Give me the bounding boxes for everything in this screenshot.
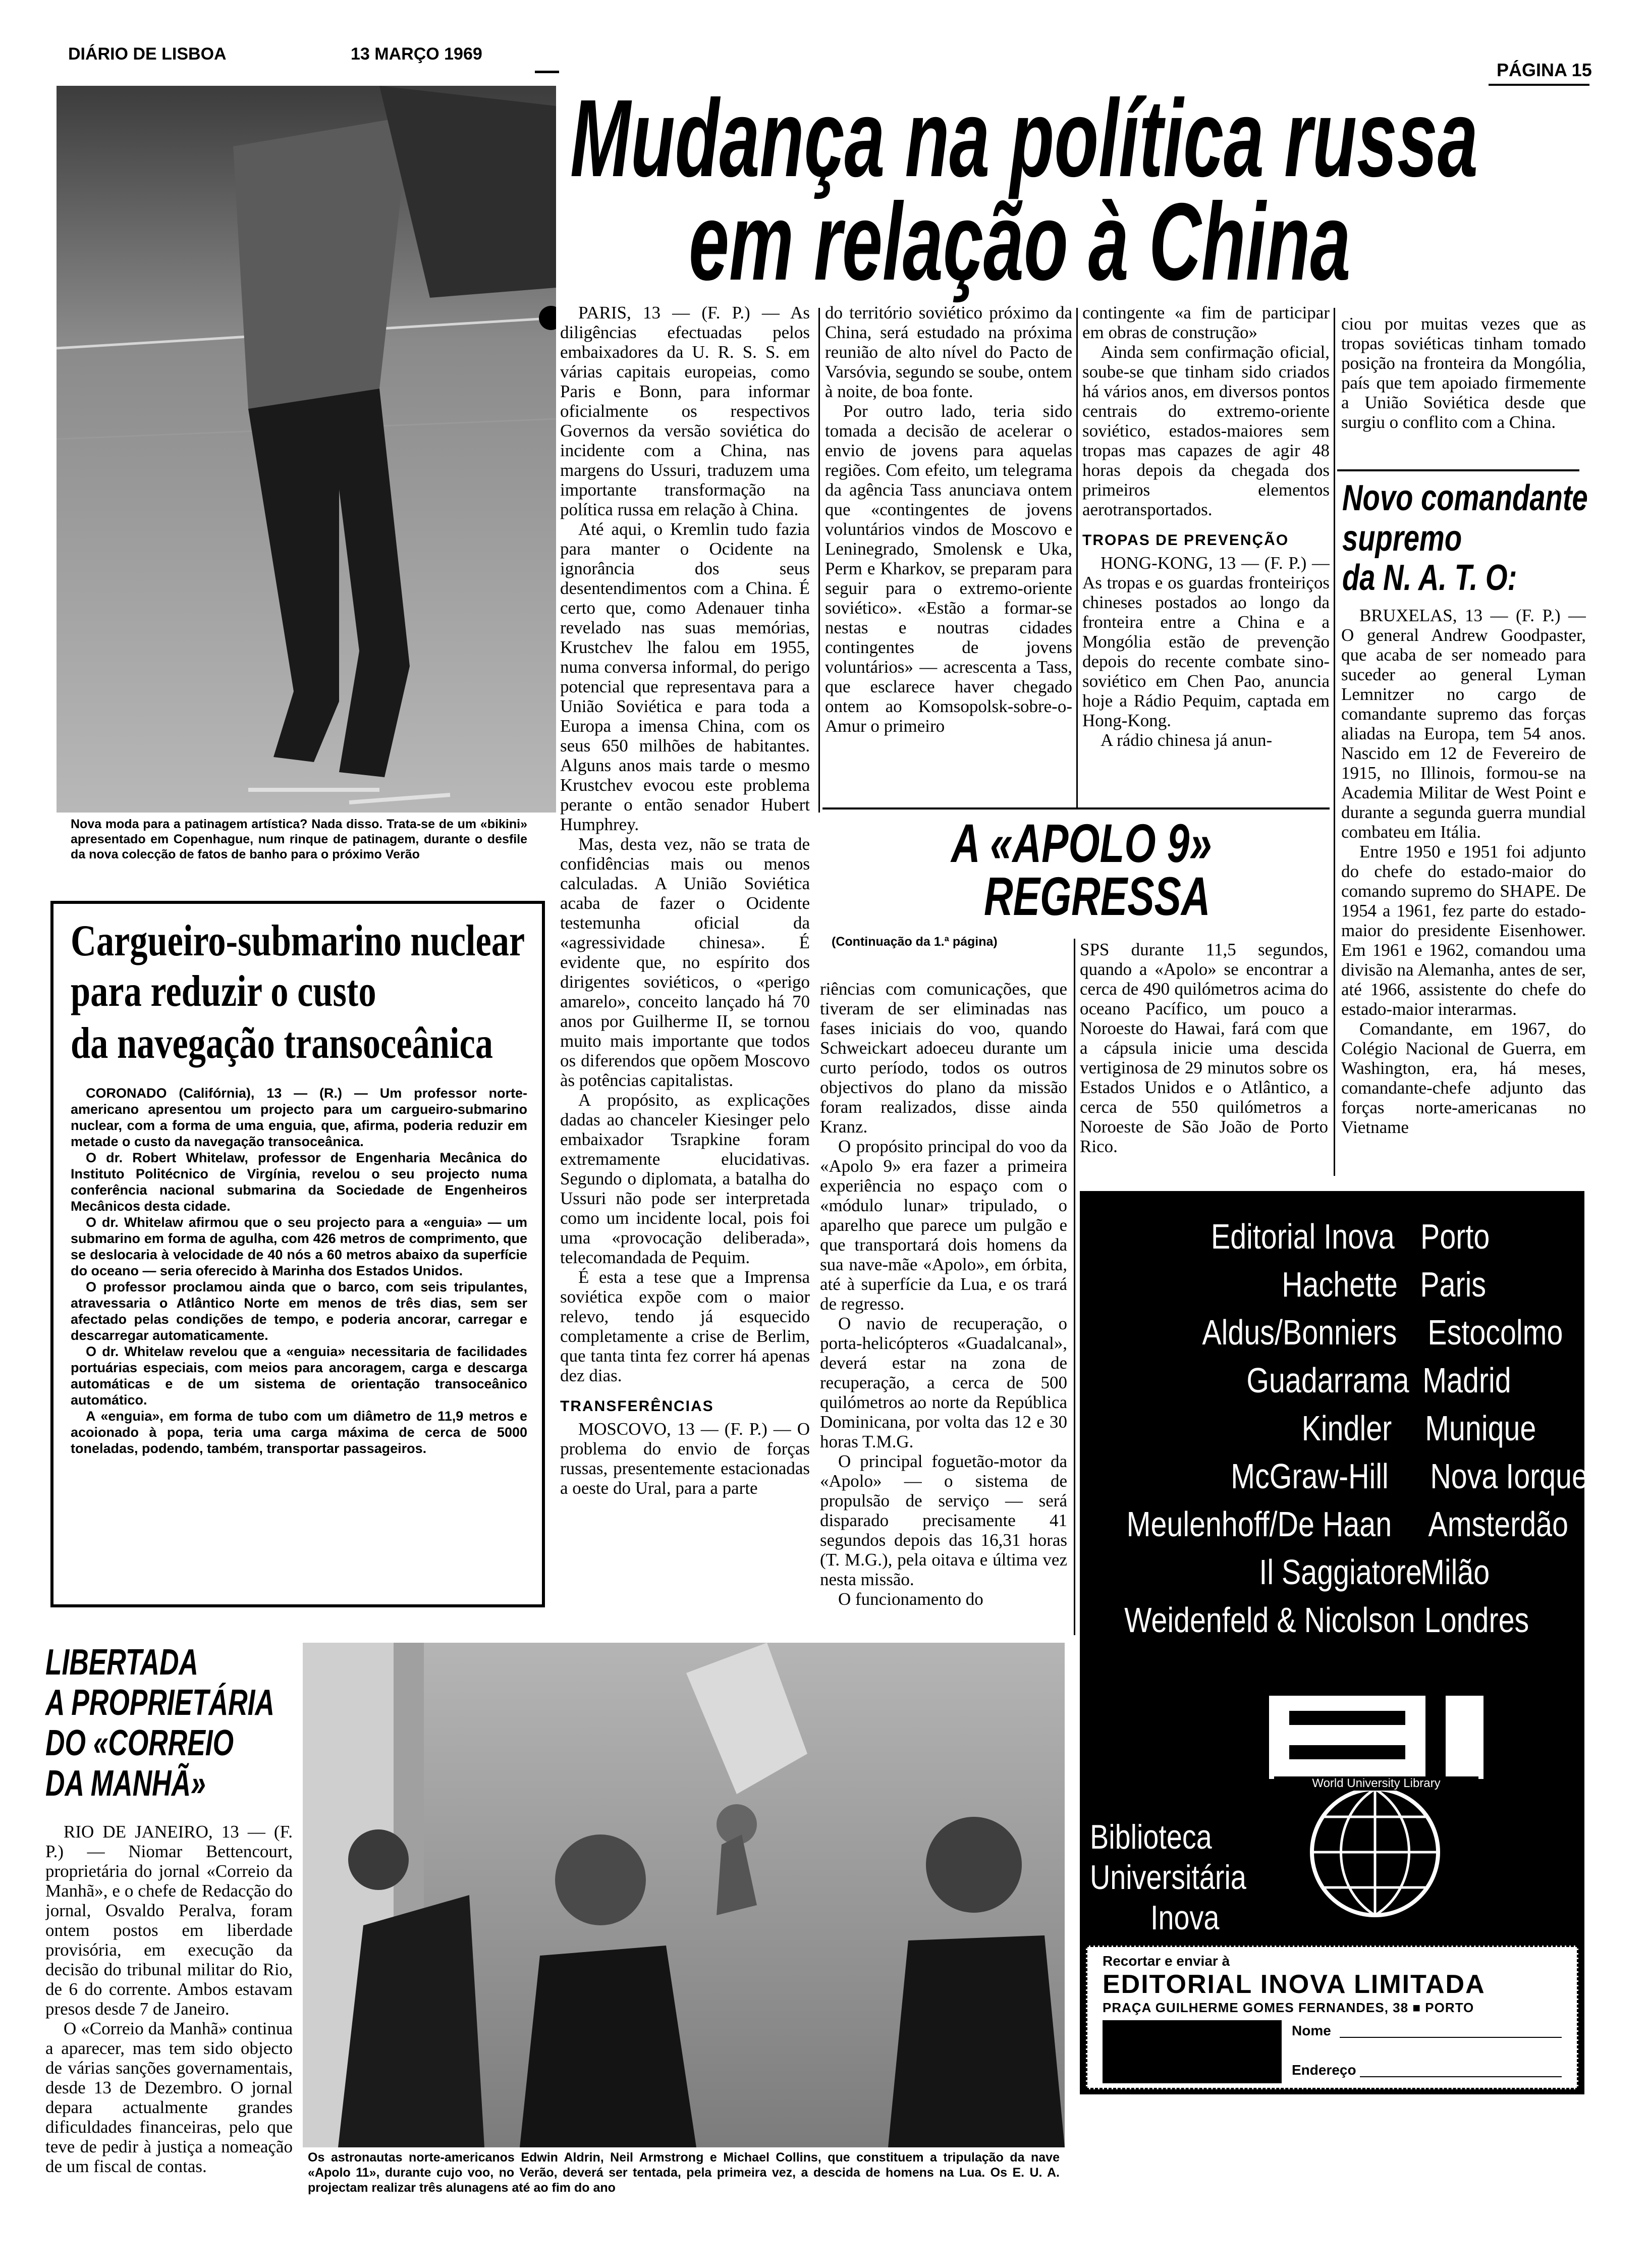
masthead-paper: DIÁRIO DE LISBOA xyxy=(68,44,227,64)
astronauts-photo xyxy=(303,1643,1065,2147)
apollo-title-1: A «APOLO 9» xyxy=(951,813,1212,874)
ad-publisher-city: Paris xyxy=(1420,1265,1487,1304)
ad-publisher-name: Aldus/Bonniers xyxy=(1202,1313,1397,1352)
main-article-paragraph: Mas, desta vez, não se trata de confidências mais ou menos calculadas. A União Soviética acaba de fazer o Ocidente testemunha oficial da «agressividade chinesa». É evidente que, no espírito dos dirigentes soviéticos, o «perigo amarelo», conceito lançado há 70 anos por Guilherme II, se tornou muito mais importante que todos os diferendos que opõem Moscovo às potências capitalistas. xyxy=(560,834,810,1090)
coupon-name-label: Nome xyxy=(1292,2023,1331,2038)
ad-publisher-city: Milão xyxy=(1420,1552,1490,1592)
ad-publisher-city: Amsterdão xyxy=(1428,1504,1569,1544)
publisher-advert xyxy=(1080,1191,1588,2094)
cargo-text xyxy=(71,1085,527,1595)
section-rule xyxy=(1337,469,1579,471)
transfer-subhead: TRANSFERÊNCIAS xyxy=(560,1398,714,1415)
transfer-paragraph: MOSCOVO, 13 — (F. P.) — O problema do envio de forças russas, presentemente estacionadas a oeste do Ural, para a parte xyxy=(560,1419,810,1498)
tropas-paragraph: HONG-KONG, 13 — (F. P.) — As tropas e os guardas fronteiriços chineses postados ao longo da fronteira entre a China e a Mongólia estão de prevenção depois do recente combate sino-soviético em Chen Pao, anuncia hoje a Rádio Pequim, captada em Hong-Kong. xyxy=(1082,553,1330,730)
ad-publisher-name: Weidenfeld & Nicolson xyxy=(1124,1600,1415,1640)
coupon-book-list xyxy=(1103,2020,1282,2083)
main-article-paragraph: contingente «a fim de participar em obras de construção» xyxy=(1082,303,1330,342)
apollo-paragraph: O propósito principal do voo da «Apolo 9» era fazer a primeira experiência no espaço com o «módulo lunar» tripulado, o aparelho que parece um pulgão e que transportará dois homens da sua nave-mãe «Apolo», em órbita, até à superfície da Lua, e os trará de regresso. xyxy=(820,1137,1067,1314)
coupon-address: PRAÇA GUILHERME GOMES FERNANDES, 38 ■ PORTO xyxy=(1103,2000,1474,2015)
ad-publisher-name: Il Saggiatore xyxy=(1259,1552,1422,1592)
page-number: PÁGINA 15 xyxy=(1497,60,1592,80)
biblioteca-line-1: Biblioteca xyxy=(1090,1818,1212,1856)
inova-logo xyxy=(1269,1696,1483,1918)
libertada-paragraph: O «Correio da Manhã» continua a aparecer, mas tem sido objecto de várias sanções governamentais, desde 13 de Dezembro. O jornal depara actualmente grandes dificuldades financeiras, pelo que teve de pedir à justiça a nomeação de um fiscal de contas. xyxy=(45,2019,293,2176)
main-article-paragraph: Até aqui, o Kremlin tudo fazia para manter o Ocidente na ignorância dos seus desentendimentos com a China. É certo que, como Adenauer tinha revelado nas suas memórias, Krustchev lhe falou em 1955, numa conversa informal, do perigo potencial que representava para a União Soviética e para toda a Europa a imensa China, com os seus 650 milhões de habitantes. Alguns anos mais tarde o mesmo Krustchev evocou este problema perante o então senador Hubert Humphrey. xyxy=(560,519,810,834)
main-article-paragraph: PARIS, 13 — (F. P.) — As diligências efectuadas pelos embaixadores da U. R. S. S. em várias capitais europeias, como Paris e Bonn, para informar oficialmente os respectivos Governos da versão soviética do incidente com a China, nas margens do Ussuri, traduzem uma importante transformação na política russa em relação à China. xyxy=(560,303,810,519)
masthead-date: 13 MARÇO 1969 xyxy=(351,44,482,64)
cargo-title-3: da navegação transoceânica xyxy=(71,1019,493,1068)
nato-title-1: Novo comandante xyxy=(1342,478,1588,518)
libertada-paragraph: RIO DE JANEIRO, 13 — (F. P.) — Niomar Bettencourt, proprietária do jornal «Correio da Manhã», e o chefe de Redacção do jornal, Osvaldo Peralva, foram ontem postos em liberdade provisória, em execução da decisão do tribunal militar do Rio, de 6 do corrente. Ambos estavam presos desde 7 de Janeiro. xyxy=(45,1822,293,2019)
apollo-paragraph: riências com comunicações, que tiveram de ser eliminadas nas fases iniciais do voo, quando Schweickart adoeceu durante um curto período, todos os outros objectivos do plano da missão foram realizados, disse ainda Kranz. xyxy=(820,979,1067,1137)
main-article-paragraph: A propósito, as explicações dadas ao chanceler Kiesinger pelo embaixador Tsrapkine foram extremamente elucidativas. Segundo o diplomata, a batalha do Ussuri não pode ser interpretada como um incidente local, pois foi uma «provocação deliberada», telecomandada de Pequim. xyxy=(560,1090,810,1267)
column-divider xyxy=(1076,308,1078,807)
main-article-paragraph: do território soviético próximo da China, será estudado na próxima reunião de alto nível do Pacto de Varsóvia, segundo se soube, ontem à noite, de boa fonte. xyxy=(825,303,1072,401)
apollo-title-2: REGRESSA xyxy=(984,866,1211,927)
ad-publisher-city: Porto xyxy=(1420,1217,1490,1256)
ad-publisher-name: Meulenhoff/De Haan xyxy=(1126,1504,1392,1544)
ei-logo-icon xyxy=(1269,1696,1483,1918)
cargo-paragraph: O professor proclamou ainda que o barco, com seis tripulantes, atravessaria o Atlântico Norte em menos de três dias, sem ser afectado pelas condições de tempo, e poderia ancorar, carregar e descarregar automaticamente. xyxy=(71,1279,527,1343)
coupon-label: Recortar e enviar à xyxy=(1103,1953,1230,1969)
astronauts-caption: Os astronautas norte-americanos Edwin Aldrin, Neil Armstrong e Michael Collins, que constituem a tripulação da nave «Apolo 11», durante cujo voo, no Verão, deverá ser tentada, pela primeira vez, a descida de homens na Lua. Os E. U. A. projectam realizar três alunagens até ao fim do ano xyxy=(308,2150,1060,2195)
ad-publisher-name: Editorial Inova xyxy=(1211,1217,1395,1256)
ad-publisher-name: Hachette xyxy=(1282,1265,1398,1304)
cargo-paragraph: CORONADO (Califórnia), 13 — (R.) — Um professor norte-americano apresentou um projecto para um cargueiro-submarino nuclear, com a forma de uma enguia, que, afirma, poderia reduzir em metade o custo da navegação transoceânica. xyxy=(71,1086,527,1149)
skater-caption: Nova moda para a patinagem artística? Nada disso. Trata-se de um «bikini» apresentado em Copenhague, num rinque de patinagem, durante o desfile da nova colecção de fatos de banho para o próximo Verão xyxy=(71,817,527,861)
libertada-text xyxy=(45,1822,293,2236)
main-article-paragraph: Por outro lado, teria sido tomada a decisão de acelerar o envio de jovens para aquelas regiões. Com efeito, um telegrama da agência Tass anunciava ontem que «contingentes de jovens voluntários vindos de Moscovo e Leninegrado, Smolensk e Uka, Perm e Kharkov, se preparam para seguir para o extremo-oriente soviético». «Estão a formar-se nestas e noutras cidades contingentes de jovens voluntários» — acrescenta a Tass, que esclarece haver chegado ontem ao Komsopolsk-sobre-o-Amur o primeiro xyxy=(825,401,1072,736)
main-article-column-3 xyxy=(1082,303,1330,807)
ad-publisher-name: McGraw-Hill xyxy=(1231,1456,1389,1496)
ad-publisher-city: Nova Iorque xyxy=(1430,1456,1588,1496)
column-divider xyxy=(1334,308,1335,1176)
ad-publisher-name: Guadarrama xyxy=(1246,1361,1409,1400)
apollo-continuation: (Continuação da 1.ª página) xyxy=(832,935,998,949)
header-tick xyxy=(535,71,559,73)
header-rule xyxy=(1489,84,1589,86)
ad-publisher-city: Madrid xyxy=(1422,1361,1511,1400)
nato-paragraph: Entre 1950 e 1951 foi adjunto do chefe do estado-maior do comando supremo do SHAPE. De 1954 a 1961, fez parte do estado-maior do presidente Eisenhower. Em 1961 e 1962, comandou uma divisão na Alemanha, antes de ser, até 1966, assistente do chefe do estado-maior interarmas. xyxy=(1341,842,1586,1019)
apollo-paragraph: O principal foguetão-motor da «Apolo» — o sistema de propulsão de serviço — será disparado precisamente 41 segundos depois das 16,31 horas (T. M.G.), pela oitava e última vez nesta missão. xyxy=(820,1451,1067,1589)
apollo-paragraph: SPS durante 11,5 segundos, quando a «Apolo» se encontrar a cerca de 490 quilómetros acima do oceano Pacífico, um pouco a Noroeste do Hawai, fará com que a cápsula inicie uma descida vertiginosa de 29 minutos sobre os Estados Unidos e o Atlântico, a cerca de 550 quilómetros a Noroeste de São João de Porto Rico. xyxy=(1080,940,1328,1156)
nato-text xyxy=(1341,606,1586,1166)
tropas-subhead: TROPAS DE PREVENÇÃO xyxy=(1082,532,1289,549)
ad-publisher-city: Londres xyxy=(1424,1600,1529,1640)
column-divider xyxy=(1074,939,1075,1635)
main-article-column-2 xyxy=(825,303,1072,802)
libertada-title-2: A PROPRIETÁRIA xyxy=(45,1683,274,1723)
coupon-name-field[interactable] xyxy=(1340,2037,1562,2038)
cargo-paragraph: O dr. Whitelaw revelou que a «enguia» necessitaria de facilidades portuárias especiais, com meios para ancoragem, carga e descarga automáticas e de um sistema de orientação transoceânico automático. xyxy=(71,1344,527,1408)
nato-paragraph: BRUXELAS, 13 — (F. P.) — O general Andrew Goodpaster, que acaba de ser nomeado para suceder ao general Lyman Lemnitzer no cargo de comandante supremo das forças aliadas na Europa, tem 54 anos. Nascido em 12 de Fevereiro de 1915, no Illinois, formou-se na Academia Militar de West Point e durante a segunda guerra mundial combateu em Itália. xyxy=(1341,606,1586,842)
cargo-paragraph: O dr. Robert Whitelaw, professor de Engenharia Mecânica do Instituto Politécnico de Virgínia, revelou o seu projecto numa conferência nacional submarina da Sociedade de Engenheiros Mecânicos desta cidade. xyxy=(71,1150,527,1214)
section-rule xyxy=(822,807,1330,809)
main-article-column-4 xyxy=(1341,314,1586,460)
coupon-address-label: Endereço xyxy=(1292,2062,1356,2078)
nato-paragraph: Comandante, em 1967, do Colégio Nacional de Guerra, em Washington, era, há meses, comandante-chefe adjunto das forças norte-americanas no Vietname xyxy=(1341,1019,1586,1137)
apollo-paragraph: O funcionamento do xyxy=(838,1589,983,1609)
cargo-paragraph: A «enguia», em forma de tubo com um diâmetro de 11,9 metros e acoionado à popa, teria uma carga máxima de cerca de 5000 toneladas, podendo, também, transportar passageiros. xyxy=(71,1409,527,1456)
main-article-column-1 xyxy=(560,303,810,1630)
cargo-title-2: para reduzir o custo xyxy=(71,967,376,1016)
main-headline-line-1: Mudança na política russa xyxy=(570,77,1478,200)
logo-subtitle: World University Library xyxy=(1274,1776,1478,1791)
coupon-address-field[interactable] xyxy=(1360,2076,1562,2077)
biblioteca-line-3: Inova xyxy=(1150,1899,1220,1937)
main-article-paragraph: Ainda sem confirmação oficial, soube-se que tinham sido criados há vários anos, em diversos pontos centrais do extremo-oriente soviético, estados-maiores sem tropas mas capazes de agir 48 horas depois da chegada dos primeiros elementos aerotransportados. xyxy=(1082,342,1330,519)
skater-illustration xyxy=(57,86,556,813)
ad-publisher-name: Kindler xyxy=(1301,1409,1392,1448)
main-headline-line-2: em relação à China xyxy=(689,181,1351,303)
cargo-paragraph: O dr. Whitelaw afirmou que o seu projecto para a «enguia» — um submarino em forma de agulha, com 426 metros de comprimento, que se deslocaria à velocidade de 40 nós a 60 metros abaixo da superfície do oceano — seria oferecido à Marinha dos Estados Unidos. xyxy=(71,1215,527,1278)
libertada-title-3: DO «CORREIO xyxy=(45,1723,234,1763)
libertada-title-4: DA MANHÃ» xyxy=(45,1763,206,1804)
column-divider xyxy=(818,308,820,813)
astronauts-illustration xyxy=(303,1643,1065,2147)
libertada-title-1: LIBERTADA xyxy=(45,1642,198,1683)
nato-title-2: supremo xyxy=(1342,518,1462,559)
ad-publisher-city: Estocolmo xyxy=(1427,1313,1563,1352)
cargo-title-1: Cargueiro-submarino nuclear xyxy=(71,916,525,965)
apollo-paragraph: O navio de recuperação, o porta-helicópteros «Guadalcanal», deverá estar na zona de recuperação, a cerca de 500 quilómetros ao norte da República Dominicana, por volta das 12 e 30 horas T.M.G. xyxy=(820,1314,1067,1451)
skater-photo xyxy=(57,86,556,813)
tropas-paragraph: A rádio chinesa já anun- xyxy=(1101,730,1273,750)
coupon-company: EDITORIAL INOVA LIMITADA xyxy=(1103,1970,1486,1999)
nato-title-3: da N. A. T. O: xyxy=(1342,558,1517,598)
main-article-paragraph: ciou por muitas vezes que as tropas soviéticas tinham tomado posição na fronteira da Mongólia, país que tem apoiado firmemente a União Soviética desde que surgiu o conflito com a China. xyxy=(1341,314,1586,432)
biblioteca-line-2: Universitária xyxy=(1090,1858,1246,1897)
order-coupon xyxy=(1086,1946,1578,2089)
main-article-paragraph: É esta a tese que a Imprensa soviética expõe com o maior relevo, tendo já esquecido completamente a crise de Berlim, que tanta tinta fez correr há apenas dez dias. xyxy=(560,1267,810,1385)
apollo-column-1 xyxy=(820,979,1067,1625)
apollo-column-2 xyxy=(1080,940,1328,1172)
ad-publisher-city: Munique xyxy=(1425,1409,1536,1448)
